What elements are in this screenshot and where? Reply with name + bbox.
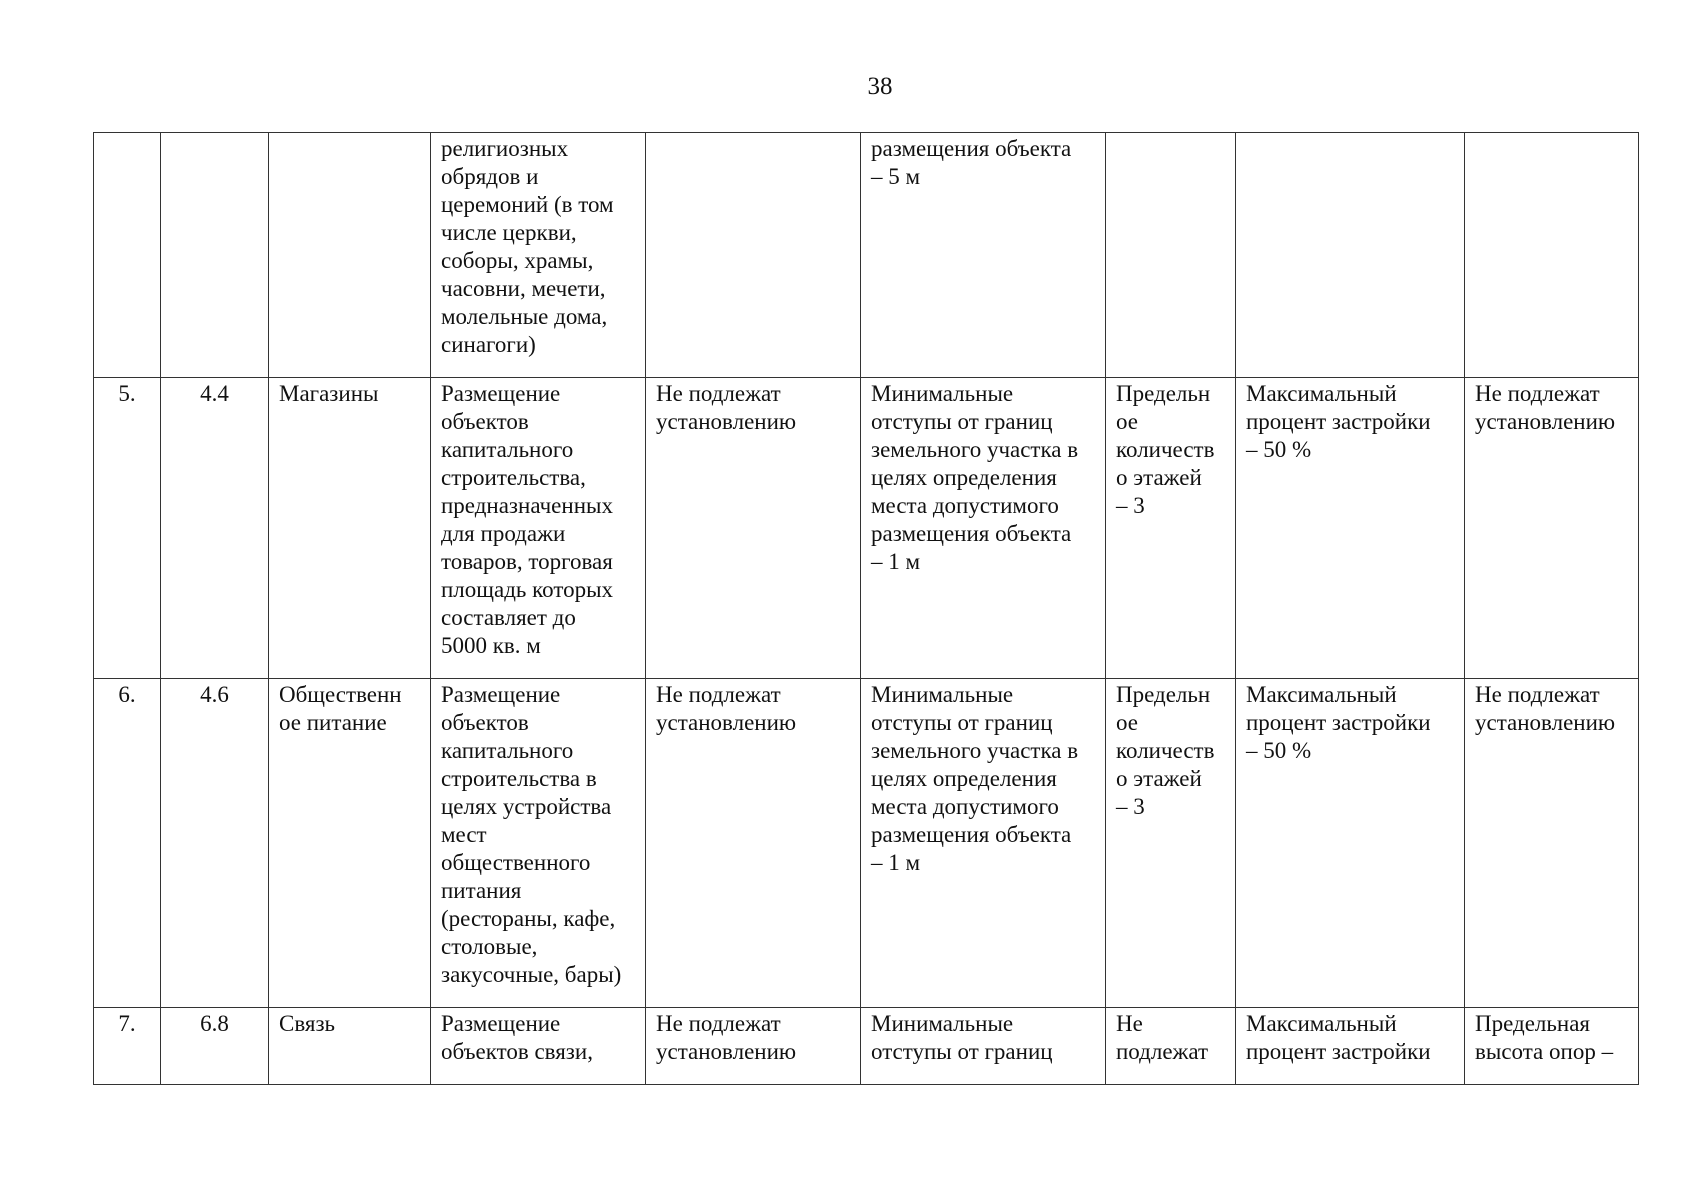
use-code-cell: 4.6	[161, 679, 269, 1008]
row-number-cell: 5.	[94, 378, 161, 679]
use-description-cell: Размещение объектов связи,	[431, 1008, 646, 1085]
use-code-cell: 4.4	[161, 378, 269, 679]
row-number-cell: 6.	[94, 679, 161, 1008]
coverage-cell: Максимальный процент застройки – 50 %	[1236, 679, 1465, 1008]
plot-area-cell	[646, 133, 861, 378]
use-description-cell: Размещение объектов капитального строительства в целях устройства мест общественного питания (рестораны, кафе, столовые, закусочные, бары)	[431, 679, 646, 1008]
setbacks-cell: размещения объекта – 5 м	[861, 133, 1106, 378]
use-name-cell: Связь	[269, 1008, 431, 1085]
table-row	[94, 1008, 1639, 1085]
row-number-cell: 7.	[94, 1008, 161, 1085]
use-name-cell	[269, 133, 431, 378]
other-params-cell: Предельная высота опор –	[1465, 1008, 1639, 1085]
setbacks-cell: Минимальные отступы от границ земельного участка в целях определения места допустимого размещения объекта – 1 м	[861, 378, 1106, 679]
table-row	[94, 378, 1639, 679]
row-number-cell	[94, 133, 161, 378]
use-name-cell: Магазины	[269, 378, 431, 679]
use-description-cell: Размещение объектов капитального строительства, предназначенных для продажи товаров, торговая площадь которых составляет до 5000 кв. м	[431, 378, 646, 679]
use-description-cell: религиозных обрядов и церемоний (в том числе церкви, соборы, храмы, часовни, мечети, молельные дома, синагоги)	[431, 133, 646, 378]
setbacks-cell: Минимальные отступы от границ	[861, 1008, 1106, 1085]
floors-cell: Предельн ое количеств о этажей – 3	[1106, 679, 1236, 1008]
coverage-cell: Максимальный процент застройки	[1236, 1008, 1465, 1085]
plot-area-cell: Не подлежат установлению	[646, 1008, 861, 1085]
regulations-table	[93, 132, 1639, 1085]
floors-cell	[1106, 133, 1236, 378]
plot-area-cell: Не подлежат установлению	[646, 378, 861, 679]
other-params-cell: Не подлежат установлению	[1465, 679, 1639, 1008]
other-params-cell	[1465, 133, 1639, 378]
use-code-cell: 6.8	[161, 1008, 269, 1085]
use-code-cell	[161, 133, 269, 378]
table-row	[94, 679, 1639, 1008]
coverage-cell	[1236, 133, 1465, 378]
use-name-cell: Общественн ое питание	[269, 679, 431, 1008]
plot-area-cell: Не подлежат установлению	[646, 679, 861, 1008]
table-row	[94, 133, 1639, 378]
floors-cell: Предельн ое количеств о этажей – 3	[1106, 378, 1236, 679]
floors-cell: Не подлежат	[1106, 1008, 1236, 1085]
page-number: 38	[867, 73, 893, 100]
setbacks-cell: Минимальные отступы от границ земельного участка в целях определения места допустимого размещения объекта – 1 м	[861, 679, 1106, 1008]
coverage-cell: Максимальный процент застройки – 50 %	[1236, 378, 1465, 679]
other-params-cell: Не подлежат установлению	[1465, 378, 1639, 679]
